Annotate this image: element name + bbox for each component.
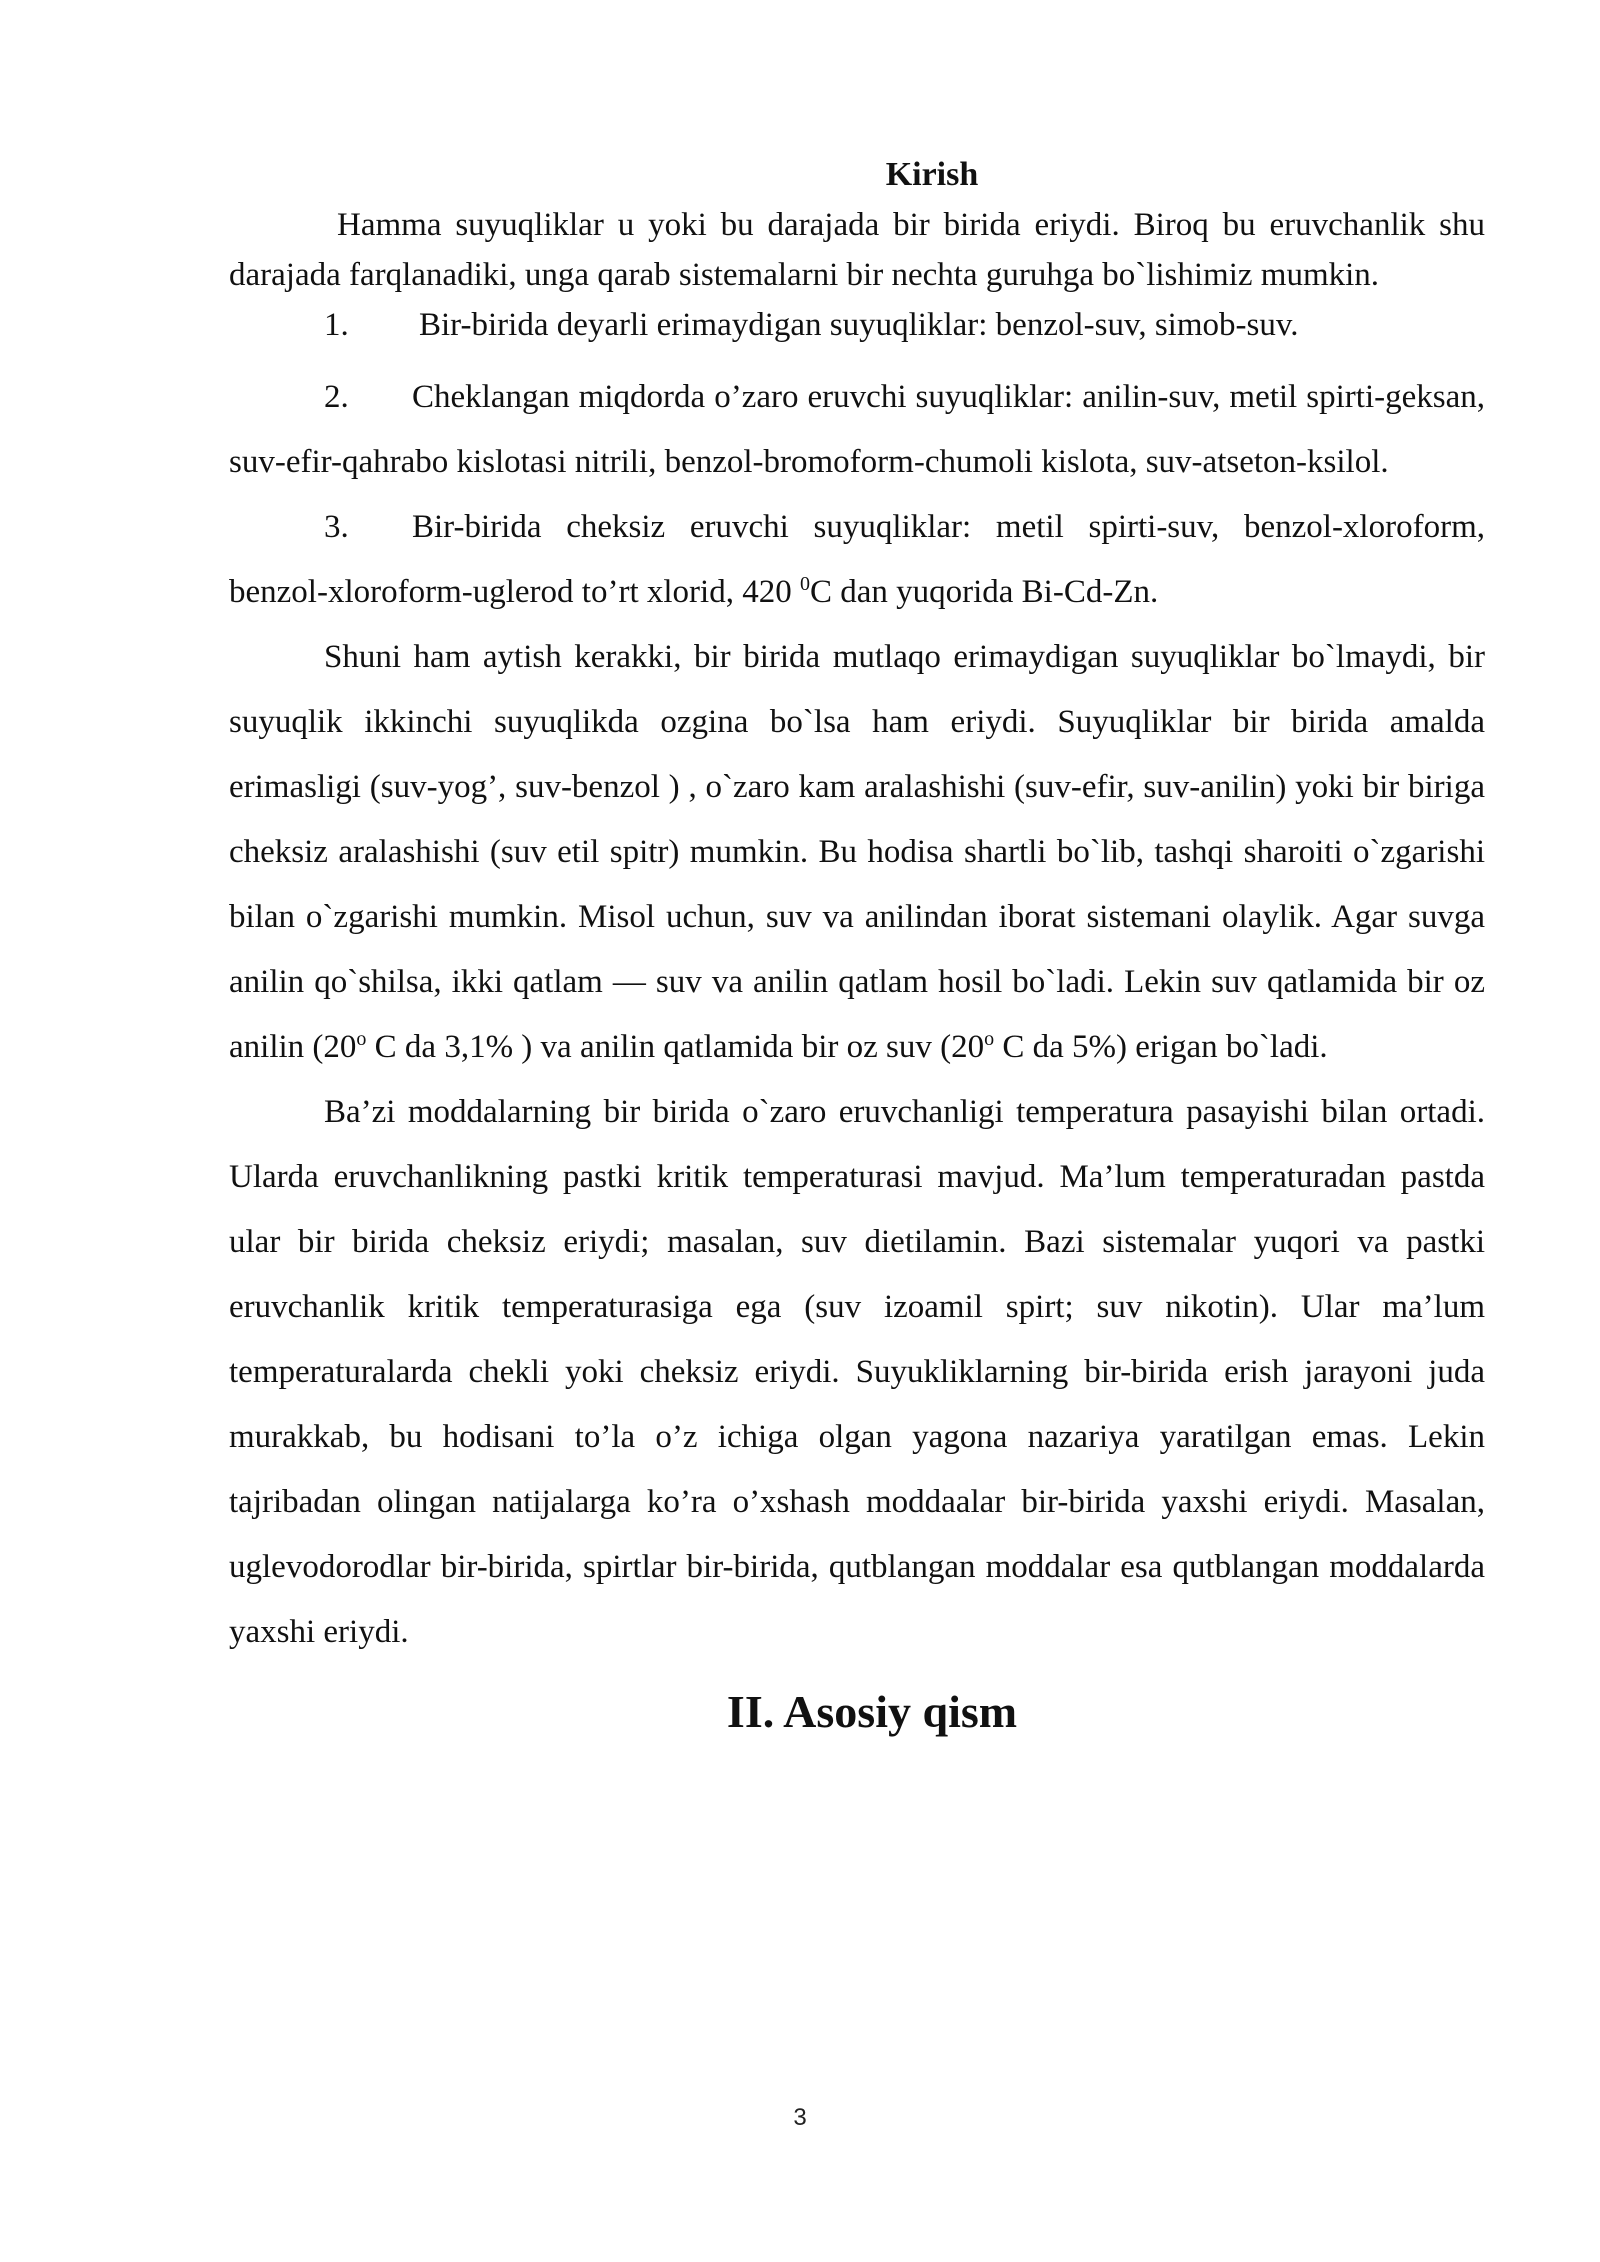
degree-superscript-2: o <box>984 1028 995 1050</box>
page-title: Kirish <box>885 156 979 193</box>
degree-superscript-1: o <box>356 1028 367 1050</box>
list-number-1: 1. <box>324 307 349 343</box>
body-paragraph-2: Ba’zi moddalarning bir birida o`zaro eruvchanligi temperatura pasayishi bilan ortadi. Ularda eruvchanlikning pastki kritik temperaturasi mavjud. Ma’lum temperaturadan pastda ular bir birida cheksiz eriydi; masalan, suv dietilamin. Bazi sistemalar yuqori va pastki eruvchanlik kritik temperaturasiga ega (suv izoamil spirt; suv nikotin). Ular ma’lum temperaturalarda chekli yoki cheksiz eriydi. Suyukliklarning bir-birida erish jarayoni juda murakkab, bu hodisani to’la o’z ichiga olgan yagona nazariya yaratilgan emas. Lekin tajribadan olingan natijalarga ko’ra o’xshash moddaalar bir-birida yaxshi eriydi. Masalan, uglevodorodlar bir-birida, spirtlar bir-birida, qutblangan moddalar esa qutblangan moddalarda yaxshi eriydi. <box>229 1094 1485 1650</box>
list-text-2: Cheklangan miqdorda o’zaro eruvchi suyuqliklar: anilin-suv, metil spirti-geksan, suv-efir-qahrabo kislotasi nitrili, benzol-bromoform-chumoli kislota, suv-atseton-ksilol. <box>229 379 1485 480</box>
list-item-1 <box>229 300 1485 350</box>
list-item-2 <box>229 365 1485 495</box>
list-text-1: Bir-birida deyarli erimaydigan suyuqliklar: benzol-suv, simob-suv. <box>419 307 1299 343</box>
page-content <box>229 150 1485 1747</box>
paragraph1-part3: C da 5%) erigan bo`ladi. <box>994 1029 1328 1065</box>
section-title: II. Asosiy qism <box>726 1686 1018 1737</box>
list-number-2: 2. <box>324 379 349 415</box>
degree-superscript: 0 <box>799 573 810 595</box>
list-text-3-before: Bir-birida cheksiz eruvchi suyuqliklar: metil spirti-suv, benzol-xloroform, benzol-xloroform-uglerod to’rt xlorid, 420 <box>229 509 1485 610</box>
paragraph1-part1: Shuni ham aytish kerakki, bir birida mutlaqo erimaydigan suyuqliklar bo`lmaydi, bir suyuqlik ikkinchi suyuqlikda ozgina bo`lsa ham eriydi. Suyuqliklar bir birida amalda erimasligi (suv-yog’, suv-benzol ) , o`zaro kam aralashishi (suv-efir, suv-anilin) yoki bir biriga cheksiz aralashishi (suv etil spitr) mumkin. Bu hodisa shartli bo`lib, tashqi sharoiti o`zgarishi bilan o`zgarishi mumkin. Misol uchun, suv va anilindan iborat sistemani olaylik. Agar suvga anilin qo`shilsa, ikki qatlam — suv va anilin qatlam hosil bo`ladi. Lekin suv qatlamida bir oz anilin (20 <box>229 639 1485 1065</box>
intro-paragraph: Hamma suyuqliklar u yoki bu darajada bir birida eriydi. Biroq bu eruvchanlik shu darajada farqlanadiki, unga qarab sistemalarni bir nechta guruhga bo`lishimiz mumkin. <box>229 207 1485 293</box>
list-number-3: 3. <box>324 509 349 545</box>
list-item-3 <box>229 495 1485 625</box>
page-number: 3 <box>793 2104 807 2131</box>
list-text-3-after: C dan yuqorida Bi-Cd-Zn. <box>809 574 1159 610</box>
body-paragraph-1 <box>229 625 1485 1080</box>
paragraph1-part2: C da 3,1% ) va anilin qatlamida bir oz suv (20 <box>366 1029 985 1065</box>
